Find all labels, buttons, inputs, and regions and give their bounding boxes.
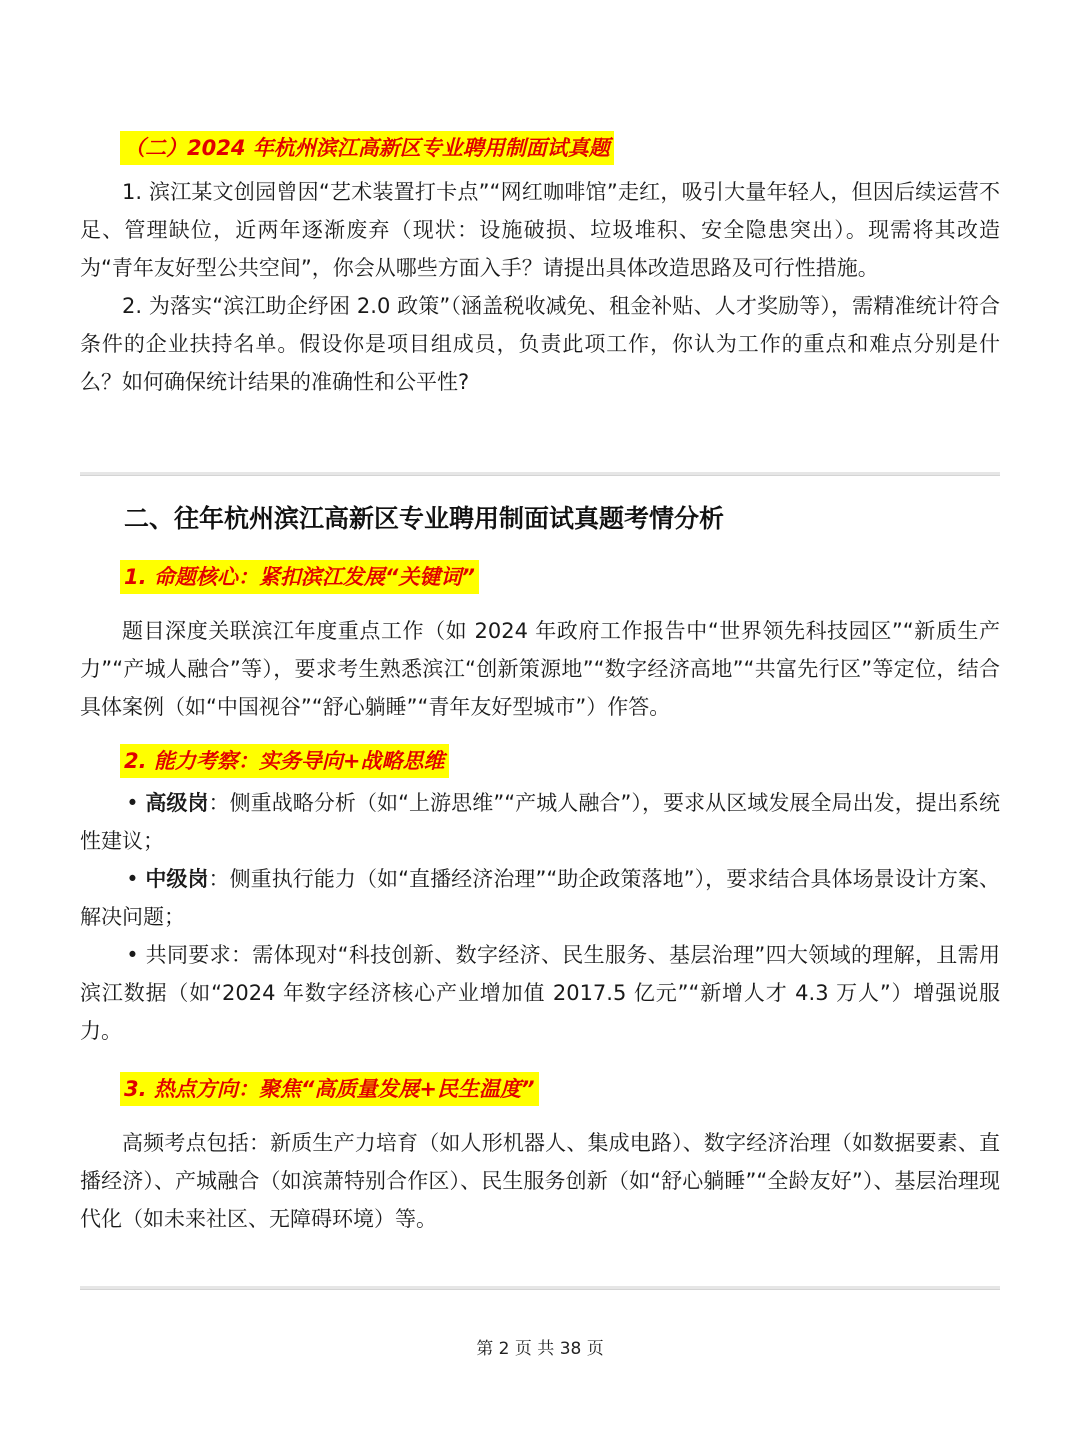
- bullet-marker: •: [126, 943, 139, 967]
- point-3-heading-block: [80, 1072, 1040, 1106]
- bullet-senior: [80, 784, 1000, 860]
- question-1: 1. 滨江某文创园曾因“艺术装置打卡点”“网红咖啡馆”走红，吸引大量年轻人，但因后续运营不足、管理缺位，近两年逐渐废弃（现状：设施破损、垃圾堆积、安全隐患突出）。现需将其改造为“青年友好型公共空间”，你会从哪些方面入手？请提出具体改造思路及可行性措施。: [80, 180, 1000, 280]
- point-3-body: [80, 1124, 1000, 1238]
- bullet-text-middle: ：侧重执行能力（如“直播经济治理”“助企政策落地”），要求结合具体场景设计方案、解决问题；: [80, 867, 1001, 929]
- divider-bottom: [80, 1286, 1000, 1290]
- section-2-block: [80, 500, 1000, 538]
- point-3-heading: 3. 热点方向：聚焦“高质量发展+民生温度”: [120, 1072, 539, 1106]
- point-1-text: 题目深度关联滨江年度重点工作（如 2024 年政府工作报告中“世界领先科技园区”“新质生产力”“产城人融合”等），要求考生熟悉滨江“创新策源地”“数字经济高地”“共富先行区”等定位，结合具体案例（如“中国视谷”“舒心躺睡”“青年友好型城市”）作答。: [80, 619, 1000, 719]
- document-page: [80, 0, 1000, 1440]
- point-2-heading: 2. 能力考察：实务导向+战略思维: [120, 744, 449, 778]
- section-2-title: 二、往年杭州滨江高新区专业聘用制面试真题考情分析: [124, 504, 725, 533]
- sub-heading-2024: （二）2024 年杭州滨江高新区专业聘用制面试真题: [120, 131, 614, 165]
- question-block: [80, 173, 1000, 401]
- point-1-heading: 1. 命题核心：紧扣滨江发展“关键词”: [120, 560, 479, 594]
- bullet-label-senior: 高级岗: [145, 791, 209, 815]
- point-3-text: 高频考点包括：新质生产力培育（如人形机器人、集成电路）、数字经济治理（如数据要素、直播经济）、产城融合（如滨萧特别合作区）、民生服务创新（如“舒心躺睡”“全龄友好”）、基层治理现代化（如未来社区、无障碍环境）等。: [80, 1131, 1000, 1231]
- bullet-marker: •: [126, 867, 139, 891]
- bullet-text-common: 共同要求：需体现对“科技创新、数字经济、民生服务、基层治理”四大领域的理解，且需用滨江数据（如“2024 年数字经济核心产业增加值 2017.5 亿元”“新增人才 4.3 万人”）增强说服力。: [80, 943, 1000, 1043]
- bullet-text-senior: ：侧重战略分析（如“上游思维”“产城人融合”），要求从区域发展全局出发，提出系统性建议；: [80, 791, 1001, 853]
- point-1-body: [80, 612, 1000, 726]
- question-2: 2. 为落实“滨江助企纾困 2.0 政策”（涵盖税收减免、租金补贴、人才奖励等），需精准统计符合条件的企业扶持名单。假设你是项目组成员，负责此项工作，你认为工作的重点和难点分别是什么？如何确保统计结果的准确性和公平性?: [80, 294, 1000, 394]
- bullet-label-middle: 中级岗: [145, 867, 209, 891]
- bullet-list: [80, 784, 1000, 1050]
- divider-top: [80, 472, 1000, 476]
- point-1-heading-block: [80, 560, 1040, 594]
- page-number-footer: 第 2 页 共 38 页: [476, 1339, 604, 1359]
- bullet-common: [80, 936, 1000, 1050]
- sub-heading-block: [80, 131, 1040, 165]
- point-2-heading-block: [80, 744, 1040, 778]
- bullet-marker: •: [126, 791, 139, 815]
- bullet-middle: [80, 860, 1000, 936]
